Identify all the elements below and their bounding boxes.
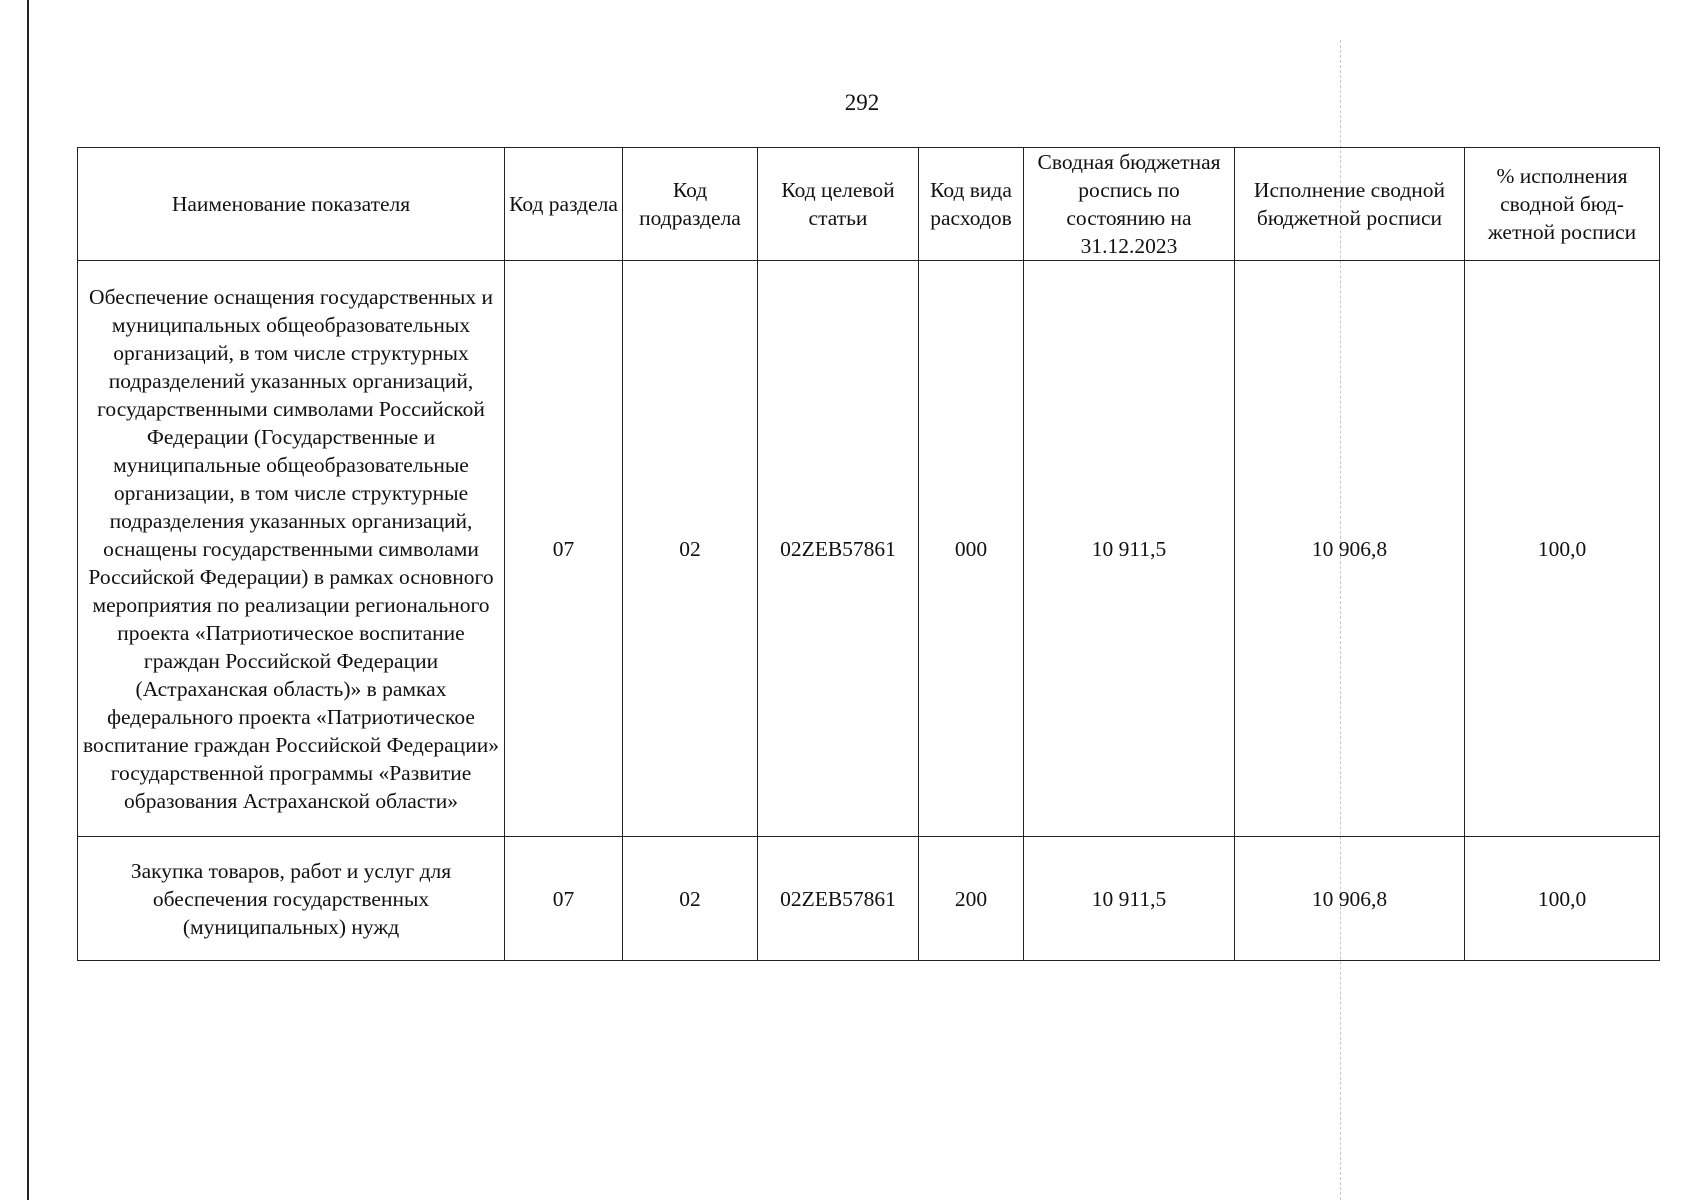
header-budget-schedule: Сводная бюджетная роспись по состоянию на 31.12.2023 [1024,148,1235,261]
header-indicator-name: Наименование показателя [78,148,505,261]
page-number: 292 [844,90,880,115]
row-section-code: 07 [505,837,623,961]
header-budget-execution: Исполнение сводной бюджетной росписи [1235,148,1465,261]
header-expense-type-code: Код вида расходов [919,148,1024,261]
row-target-code: 02ZEB57861 [758,261,919,837]
row-section-code: 07 [505,261,623,837]
table-row [78,261,1660,837]
row-execution-percent: 100,0 [1465,837,1660,961]
header-target-code: Код целевой статьи [758,148,919,261]
row-expense-type-code: 200 [919,837,1024,961]
header-execution-percent: % исполнения сводной бюд-жетной росписи [1465,148,1660,261]
header-section-code: Код раздела [505,148,623,261]
row-subsection-code: 02 [623,837,758,961]
row-indicator-name: Закупка товаров, работ и услуг для обеспечения государственных (муниципальных) нужд [78,837,505,961]
row-expense-type-code: 000 [919,261,1024,837]
row-budget-amount: 10 911,5 [1024,261,1235,837]
row-subsection-code: 02 [623,261,758,837]
header-subsection-code: Код подраздела [623,148,758,261]
table-header-row [78,148,1660,261]
row-target-code: 02ZEB57861 [758,837,919,961]
table-row [78,837,1660,961]
row-indicator-name: Обеспечение оснащения государственных и муниципальных общеобразовательных организаций, в том числе структурных подразделений указанных организаций, государственными символами Российской Федерации (Государственные и муниципальные общеобразовательные организации, в том числе структурные подразделения указанных организаций, оснащены государственными символами Российской Федерации) в рамках основного мероприятия по реализации регионального проекта «Патриотическое воспитание граждан Российской Федерации (Астраханская область)» в рамках федерального проекта «Патриотическое воспитание граждан Российской Федерации» государственной программы «Развитие образования Астраханской области» [78,261,505,837]
row-budget-amount: 10 911,5 [1024,837,1235,961]
row-execution-percent: 100,0 [1465,261,1660,837]
budget-execution-table [77,147,1660,961]
row-execution-amount: 10 906,8 [1235,261,1465,837]
scan-edge-line [27,0,29,1200]
row-execution-amount: 10 906,8 [1235,837,1465,961]
